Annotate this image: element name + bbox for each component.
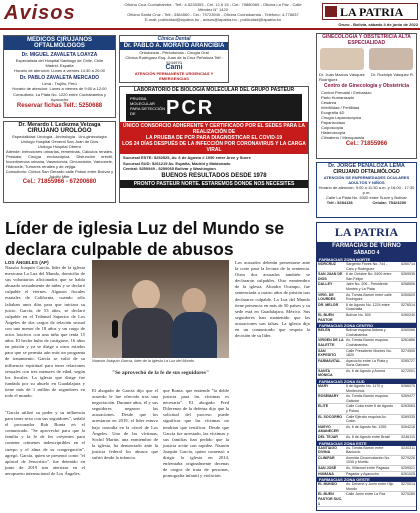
pharmacy-address: Av. Tomás Barrón entre Backovic xyxy=(345,446,396,456)
pharmacies-subtitle: FARMACIAS DE TURNO xyxy=(317,242,416,250)
pharmacy-address: Bolívar No. 500 xyxy=(345,312,396,322)
service-item: Papanicolaou xyxy=(321,120,346,125)
pharmacy-row xyxy=(317,358,416,368)
pharmacy-address: Av. 6 de Agosto y Aroma xyxy=(345,368,396,378)
pharmacies-header xyxy=(317,223,416,242)
pharmacy-phone: 5269477 xyxy=(396,394,416,404)
pharmacy-row xyxy=(317,471,416,477)
gyn-title: GINECOLOGÍA Y OBSTETRICIA ALTA ESPECIALIDAD xyxy=(322,34,411,46)
lab-banner-line: LOS 24 DÍAS DESPUÉS DE LA INFECCIÓN POR CORONAVIRUS Y LA CARGA VIRAL xyxy=(122,141,306,153)
pharmacy-phone: 5263063 xyxy=(396,404,416,414)
lab-banner xyxy=(120,122,308,154)
pharmacy-name: EL SOCORRO xyxy=(317,414,345,424)
doctor-address: Calle La Plata No. 6320 entre Sucre y Bolívar xyxy=(326,195,407,200)
pharmacy-name: SANTA MÓNICA xyxy=(317,368,345,378)
contact-info xyxy=(118,2,308,22)
pharmacy-phone: 5269535 xyxy=(396,272,416,282)
pharmacy-row xyxy=(317,338,416,348)
pharmacy-phone: 5246110 xyxy=(396,435,416,441)
pharmacy-phone: 5269335 xyxy=(396,414,416,424)
pharmacy-address: Calle Ejército esquina Av. Colón xyxy=(345,414,396,424)
pharmacy-name: DALLEY xyxy=(317,282,345,292)
pharmacy-table xyxy=(317,446,416,478)
pharmacy-phone: 5276514 xyxy=(396,302,416,312)
pharmacy-address: 6 de Octubre No. 5400 entre San Felipe xyxy=(345,272,396,282)
pcr-label: PCR xyxy=(166,97,215,119)
pharmacy-name: DR. MELOR xyxy=(317,302,345,312)
pharmacy-address: Av. Dehene y Junín entre Hijo Mundo xyxy=(345,482,396,492)
pharmacy-phone: 5270014 xyxy=(396,482,416,492)
brand-logo: Cami xyxy=(165,64,183,71)
pharmacy-name: EL BUEN PASTOR SUC. 1 xyxy=(317,492,345,507)
pharmacy-table xyxy=(317,384,416,441)
pharmacy-address: 6 de Agosto No. 1170 y Montecinos xyxy=(345,384,396,394)
pharmacy-name: VIRGEN DE LA SALETTE xyxy=(318,338,344,347)
pharmacy-address: Calle Presidente Montes No. 1820 xyxy=(345,348,396,358)
pharmacy-row xyxy=(317,404,416,414)
doctor-photo xyxy=(320,48,364,70)
gyn-doctors xyxy=(317,46,416,72)
pharmacy-row xyxy=(317,455,416,465)
doctor-photo xyxy=(369,48,413,70)
service-item: Colposcopia xyxy=(321,125,344,130)
ad-laboratory xyxy=(119,86,309,203)
ad-ophthalmologists xyxy=(3,35,116,118)
pharmacy-name: SANTIAGO DIVINA xyxy=(317,446,345,456)
pharmacy-phone: 5265727 xyxy=(396,358,416,368)
pharmacy-phone: 5260714 xyxy=(396,262,416,272)
pharmacy-address: Ayacucho entre La Plata y Soria Galvarro xyxy=(345,358,396,368)
lab-address: Sucursal ESTE: 5252525, Av. 6 de Agosto # 1050 entre Arce y Sucre xyxy=(123,155,251,160)
urologist-address: Consultorio: Clínica San Gerardo calle Potosí entre Bolívar y Adolfo Mier xyxy=(5,169,114,179)
article-column-4 xyxy=(235,260,310,339)
pharmacy-zone-header: FARMACIAS ZONA SUD xyxy=(317,379,416,384)
logo-mark-icon xyxy=(325,6,337,17)
article-text: El abogado de García dijo que el acuerdo le fue ofrecido tras una negociación. Durante años, él y sus seguidores negaron las acusaciones. Desde que los arrestaron en 2019, el líder estuvo bajo custodia en la cárcel de Los Ángeles. Una de las víctimas, Sochil Martin, una exmiembro de la iglesia, ha denunciado ante la justicia federal los abusos que sufrió desde la infancia. xyxy=(92,388,158,461)
doctor-hours: Horario de atención: 9:00 a 11:30 a.m. y 16:00 - 17:30 p.m. xyxy=(318,185,415,195)
pharmacy-row xyxy=(317,292,416,302)
dentist-name: Dr. PABLO A. MORATO ARANCIBIA xyxy=(120,42,228,50)
gyn-doctor-names xyxy=(317,72,416,82)
pharmacy-row xyxy=(317,262,416,272)
ad-title: MÉDICOS CIRUJANOS OFTALMÓLOGOS xyxy=(4,36,115,50)
pharmacy-table xyxy=(317,482,416,507)
section-title: Avisos xyxy=(4,2,76,24)
pharmacy-row xyxy=(317,312,416,322)
article-text: "García utilizó su poder y su influencia para tener sexo con sus seguidores", señaló el procurador Rob Bonta en el comunicado. "Se aprovechó para que la familia y la fe de los creyentes para cometer crímenes indescriptibles en el cuerpo y el alma de su congregación", agregó. García, quien se presentó como "el apóstol de Jesucristo", fue detenido en junio de 2019 tras aterrizar en el aeropuerto internacional de Los Ángeles. xyxy=(5,410,85,476)
article-column-2 xyxy=(92,388,158,461)
pharmacy-name: NORCRUZ xyxy=(317,262,345,272)
article-headline: Líder de iglesia Luz del Mundo se declara culpable de abusos xyxy=(5,218,285,259)
pharmacy-name: VIRG. DE LOURDES xyxy=(317,292,345,302)
pharmacy-phone: 5261886 xyxy=(396,338,416,348)
doctor-specialty: Especialista del Hospital Santiago de Chile, Chile xyxy=(15,58,104,63)
pharmacy-row xyxy=(317,328,416,338)
pharmacy-phone: 5260620 xyxy=(396,292,416,302)
pharmacy-name: SAN JUAN DE DIOS xyxy=(317,272,345,282)
issue-date: Oruro - Bolivia, sábado 4 de junio de 2022 xyxy=(338,22,418,27)
lab-title: LABORATORIO DE BIOLOGÍA MOLECULAR DEL GRUPO PASTEUR xyxy=(133,87,295,93)
pharmacy-name: HUMANA xyxy=(317,471,345,477)
contact-line: Oficina Santa Cruz - Telf.: 3364560 - Cel.: 79723940 - Oficina Cochabamba - Teléfono: 4-778637 xyxy=(127,12,299,17)
lab-address: Sucursal SUD: 5261215 Av. España, Madrid y Maldonado xyxy=(123,161,231,166)
ad-penaloza xyxy=(316,162,417,218)
person-head-icon xyxy=(182,288,206,314)
service-item: Infertilidad / Fertilidad xyxy=(321,105,360,110)
pull-quote: "Se aprovechó de la fe de sus seguidores" xyxy=(111,370,210,376)
doctor-phone: Telf.: 5284136 xyxy=(326,200,353,205)
urologist-name: Dr. Merardo I. Ledezma Veizaga xyxy=(18,122,101,128)
article-body xyxy=(5,260,310,513)
pharmacy-address: Av. Villarroel entre Pagador xyxy=(345,465,396,471)
pharmacy-table xyxy=(317,262,416,323)
doctor-name: Dr. Juan Marcos Vásquez Rodríguez xyxy=(319,72,365,82)
lab-footer: PRONTO PASTEUR NORTE. ESTAREMOS DONDE NOS NECESITES xyxy=(120,180,308,188)
pharmacies-on-duty xyxy=(316,222,417,511)
service-item: Cesárea xyxy=(321,100,337,105)
pharmacy-address: Av. Tomás Barrón esquina Cochabamba xyxy=(345,338,396,348)
pharmacy-row xyxy=(317,394,416,404)
urologist-specialty: Especialidad: Urología - Andrología - Uro-ginecología xyxy=(12,134,107,139)
pharmacy-row xyxy=(317,446,416,456)
pharmacy-phone: 5261025 xyxy=(396,471,416,477)
pharmacy-phone: 5260240 xyxy=(396,312,416,322)
pharmacy-zone-header: FARMACIAS ZONA CENTRO xyxy=(317,323,416,328)
article-column-1b xyxy=(5,410,85,477)
service-item: Histeroscopia xyxy=(321,130,346,135)
urologist-hospital: Urólogo Hospital General San Juan de Dios xyxy=(20,139,99,144)
lab-results-slogan: BUENOS RESULTADOS DESDE 1978 xyxy=(161,173,267,179)
ad-gynecology xyxy=(316,33,417,159)
person-body-icon xyxy=(122,308,174,358)
doctor-specialty: Lima - Trujillo, Perú xyxy=(42,81,77,86)
pharmacy-zone-header: FARMACIAS ZONA OESTE xyxy=(317,477,416,482)
pharmacy-name: BELÉN xyxy=(317,328,345,338)
pharmacy-name: EL BUEN PASTOR xyxy=(317,312,345,322)
pharmacy-name: ELITE xyxy=(317,404,345,414)
service-item: Control Prenatal / Embarazo xyxy=(321,90,372,95)
pharmacy-address: Pagador y Ayacucho xyxy=(345,471,396,477)
lab-banner-line: LA PRUEBA DE PCR PARA DIAGNOSTICAR EL COVID-19 xyxy=(145,135,283,141)
pharmacy-name: NUEVO AMANECER xyxy=(317,424,345,434)
pharmacy-phone: 5270280 xyxy=(396,492,416,507)
photo-caption: Naasón Joaquín García, líder de la iglesia La Luz del Mundo xyxy=(92,359,194,363)
microphone-icon xyxy=(112,320,118,338)
contact-line: E-mail: publicidad@lapatria.bo - avisos@lapatria.bo - publicidad@lapatria.bo xyxy=(144,17,282,22)
gyn-services xyxy=(317,89,416,141)
pharmacy-address: Calle Junín entre La Paz xyxy=(345,492,396,507)
ad-dental-clinic xyxy=(119,35,229,83)
pharmacy-address: Bolívar esquina Aldana y Cochabamba xyxy=(345,328,396,338)
pharmacy-zone-header: FARMACIAS ZONA NORTE xyxy=(317,257,416,262)
pharmacy-phone: 5264218 xyxy=(396,424,416,434)
pharmacy-row xyxy=(317,348,416,358)
doctor-contacts xyxy=(317,200,416,205)
service-item: Ecografía 4D xyxy=(321,110,345,115)
pcr-subtitle: PRUEBA MOLECULAR PARA DETECCIÓN DE xyxy=(130,96,166,116)
service-item: Cirugía Laparoscópica xyxy=(321,115,362,120)
pharmacy-address: Av. Tomás Barrón entre calle Rodríguez xyxy=(345,292,396,302)
pharmacy-row xyxy=(317,302,416,312)
doctor-title: CIRUJANO OFTALMÓLOGO xyxy=(333,169,400,175)
pharmacy-phone: 5272001 xyxy=(396,368,416,378)
pharmacy-row xyxy=(317,414,416,424)
pharmacy-name: CLINIFAR xyxy=(317,455,345,465)
pharmacy-phone: 5259521 xyxy=(396,465,416,471)
pharmacy-name: ROSEMARY xyxy=(317,394,345,404)
pharmacies-logo: LA PATRIA xyxy=(334,225,399,239)
consultorio: Consultorio: La Plata No. 1220 entre Cochabamba y Ayacucho xyxy=(13,92,106,102)
pharmacy-name: EL MUNDO xyxy=(317,482,345,492)
pharmacy-row xyxy=(317,465,416,471)
doctor-cel: Celular: 75423200 xyxy=(372,200,407,205)
doctor-specialty: ATENCIÓN DE ENFERMEDADES OCULARES ADULTOS Y NIÑOS xyxy=(323,175,410,185)
article-text: que Bonta, que entiende "la doble justicia para las víctimas es necesaria". El abogado Fred Dilorenzo de la defensa dijo que la solicitud del proceso puede significar que las víctimas no tendrían que testificar. Desde que García fue arrestado, las víctimas y sus familias han pedido que la justicia actúe con rapidez. Naasón Joaquín García, quien comenzó a dirigir la iglesia en 2014, enfrentaba originalmente decenas de cargos de trata de personas, pornografía infantil y violación. xyxy=(163,388,229,479)
doctor-location: Madrid, España xyxy=(45,63,74,68)
pharmacy-phone: 5268506 xyxy=(396,282,416,292)
pharmacy-phone: 5260066 xyxy=(396,328,416,338)
urologist-phone: Cel.: 71855966 - 67200680 xyxy=(22,179,97,185)
article-column-1 xyxy=(5,260,85,399)
pharmacy-row xyxy=(317,368,416,378)
pharmacies-list xyxy=(317,257,416,507)
pharmacy-row xyxy=(317,492,416,507)
pharmacies-date: SÁBADO 4 xyxy=(317,250,416,257)
service-item: Parto Humanizado xyxy=(321,95,355,100)
article-dateline: LOS ÁNGELES (AP) xyxy=(5,260,49,265)
person-head-icon xyxy=(132,280,160,310)
pcr-banner xyxy=(126,94,302,121)
newspaper-logo xyxy=(322,3,418,20)
pharmacy-name: MARY xyxy=(317,384,345,394)
contact-line: Oficina Cruz Cochabamba - Telf.: 4-5235353 - Cel. 12 6 15 - Cel.: 79880069 - Oficina La Paz - Calle Méndez N° 1420 xyxy=(124,2,302,12)
pharmacy-row xyxy=(317,384,416,394)
pharmacy-zone-header: FARMACIAS ZONA ESTE xyxy=(317,441,416,446)
article-column-3 xyxy=(163,388,229,479)
pharmacy-row xyxy=(317,435,416,441)
reservation-phone: Reservar fichas Telf.: 5250688 xyxy=(16,103,103,109)
article-text: Naasón Joaquín García, líder de la iglesia mexicana La Luz del Mundo, domicilio de sus voluntarios aficionados que se habla abusado sexualmente de niñas y se declaró culpable el viernes. Algunos fiscales estatales de California, cuando sólo faltaban unos días para que iniciara su juicio. García, de 53 años, se declaró culpable en el Tribunal Superior de Los Ángeles de dos cargos de relación sexual con una menor de 18 años y un cargo de actos lascivos con una niña que tenía 15 años. El hecho hubo de castigarse, 16 años en prisión y ya se dirige a otros estados para que se permita aún más un programa de tratamiento. García se valió de su influencia espiritual para tener relaciones sexuales con tres menores de edad, según los fiscales. La iglesia que dirige fue fundada por su abuelo en Guadalajara y tiene más de 1 millón de seguidores en todo el mundo. xyxy=(5,265,85,398)
pharmacy-name: SAN JOSÉ xyxy=(317,465,345,471)
pharmacy-address: Av. 6 de Agosto No. 1255 xyxy=(345,424,396,434)
dentist-specialty: Ortodoncia - Periodoncia - Cirugía Oral xyxy=(139,50,209,55)
person-body-icon xyxy=(172,312,217,358)
service-item: Climaterio / Menopausia xyxy=(321,135,365,140)
article-text: Los acusados deberán presentarse ante la corte para la lectura de la sentencia. Otros dos acusados también se declararon culpables. Otro exmiembro de la iglesia, Alondra Ocampo, fue sentenciada a cuatro años de prisión tras declararse culpable. La Luz del Mundo tiene presencia en más de 50 países y su sede está en Guadalajara, México. Sus seguidores han mantenido que las acusaciones son falsas. La iglesia dijo en un comunicado que respeta la decisión de su líder. xyxy=(235,260,310,339)
pharmacy-address: Sargento Flores No. 744 - Caro y Rodríguez xyxy=(345,262,396,272)
gyn-phone: Cel.: 71855966 xyxy=(345,141,388,147)
lab-address: Central: 5250949 - 5250065 Bolívar y Washington xyxy=(123,166,216,171)
pharmacy-phone: 5240311 xyxy=(396,446,416,456)
pharmacy-row xyxy=(317,424,416,434)
doctor-name: Dr. JORGE PEÑALOZA LEMA xyxy=(328,163,405,169)
pharmacy-address: 6 de Agosto No. 1224 entre Guachalla xyxy=(345,302,396,312)
doctor-hours: Horario de atención: Lunes a viernes de 9:00 a 12:00 xyxy=(12,86,107,91)
ad-urologist xyxy=(3,121,116,203)
pharmacy-table xyxy=(317,328,416,379)
article-photo xyxy=(92,260,229,358)
pharmacy-address: Jaén No. 206 - Presidente Montes y La Plata xyxy=(345,282,396,292)
pharmacy-address: Avenida Circunvalación No. 1035 y Murillo xyxy=(345,455,396,465)
clinic-title: Clínica Dental xyxy=(157,36,191,42)
emergency-note: ATENCIÓN PERMANENTE URGENCIAS Y EMERGENCIAS xyxy=(134,71,214,81)
pharmacy-row xyxy=(317,482,416,492)
doctor-name: Dr. PABLO ZAVALETA MERCADO xyxy=(19,75,100,81)
pharmacy-address: Calle Cuba entre 6 de Agosto y Potosí xyxy=(345,404,396,414)
gyn-center: Centro de Ginecología y Obstetricia xyxy=(323,83,410,89)
pharmacy-phone: 5274905 xyxy=(396,348,416,358)
pharmacy-address: Av. 6 de Agosto entre Brasil xyxy=(345,435,396,441)
pharmacy-row xyxy=(317,282,416,292)
pharmacy-name: SAN EXPEDITO xyxy=(317,348,345,358)
urologist-services: Atiende: Infecciones urinarias, femeninas, Cálculos renales, Próstata, Cirugía endoscópica, Disfunción eréctil, Incontinencia urinaria, Vasectomía, Circuncisión, Varicocele, Hidrocele, Tumores renales y de vejiga. xyxy=(6,149,113,169)
pharmacy-phone: 5266075 xyxy=(396,384,416,394)
pharmacy-name: DEL TEJAR xyxy=(317,435,345,441)
lab-banner-line: ÚNICO CONSORCIO ADHERENTE Y CERTIFICADO POR EL SEDES PARA LA REALIZACIÓN DE xyxy=(122,123,306,135)
clinic-address: Clínica Rodríguez Esq. Juan de la Cruz Peñaloza Telf.: 5244970 xyxy=(125,55,223,65)
pharmacy-address: Av. Tomás Barrón esquina Gaikoke xyxy=(345,394,396,404)
page-header xyxy=(0,0,420,30)
logo-text: LA PATRIA xyxy=(340,5,404,19)
urologist-title: CIRUJANO UROLÓGO xyxy=(27,128,92,134)
pharmacy-row xyxy=(317,272,416,282)
pharmacy-name: FARMAVITAL xyxy=(317,358,345,368)
doctor-hours: Horario de atención: Lunes a viernes 14:30 a 20:00 xyxy=(14,68,105,73)
doctor-name: Dr. MIGUEL ZAVALETA LOAYZA xyxy=(21,52,98,58)
urologist-clinic: Urólogo Hospital Obrero xyxy=(37,144,82,149)
doctor-name: Dr. Rudolph Vásquez R. xyxy=(371,72,414,77)
pharmacy-phone: 5279226 xyxy=(396,455,416,465)
